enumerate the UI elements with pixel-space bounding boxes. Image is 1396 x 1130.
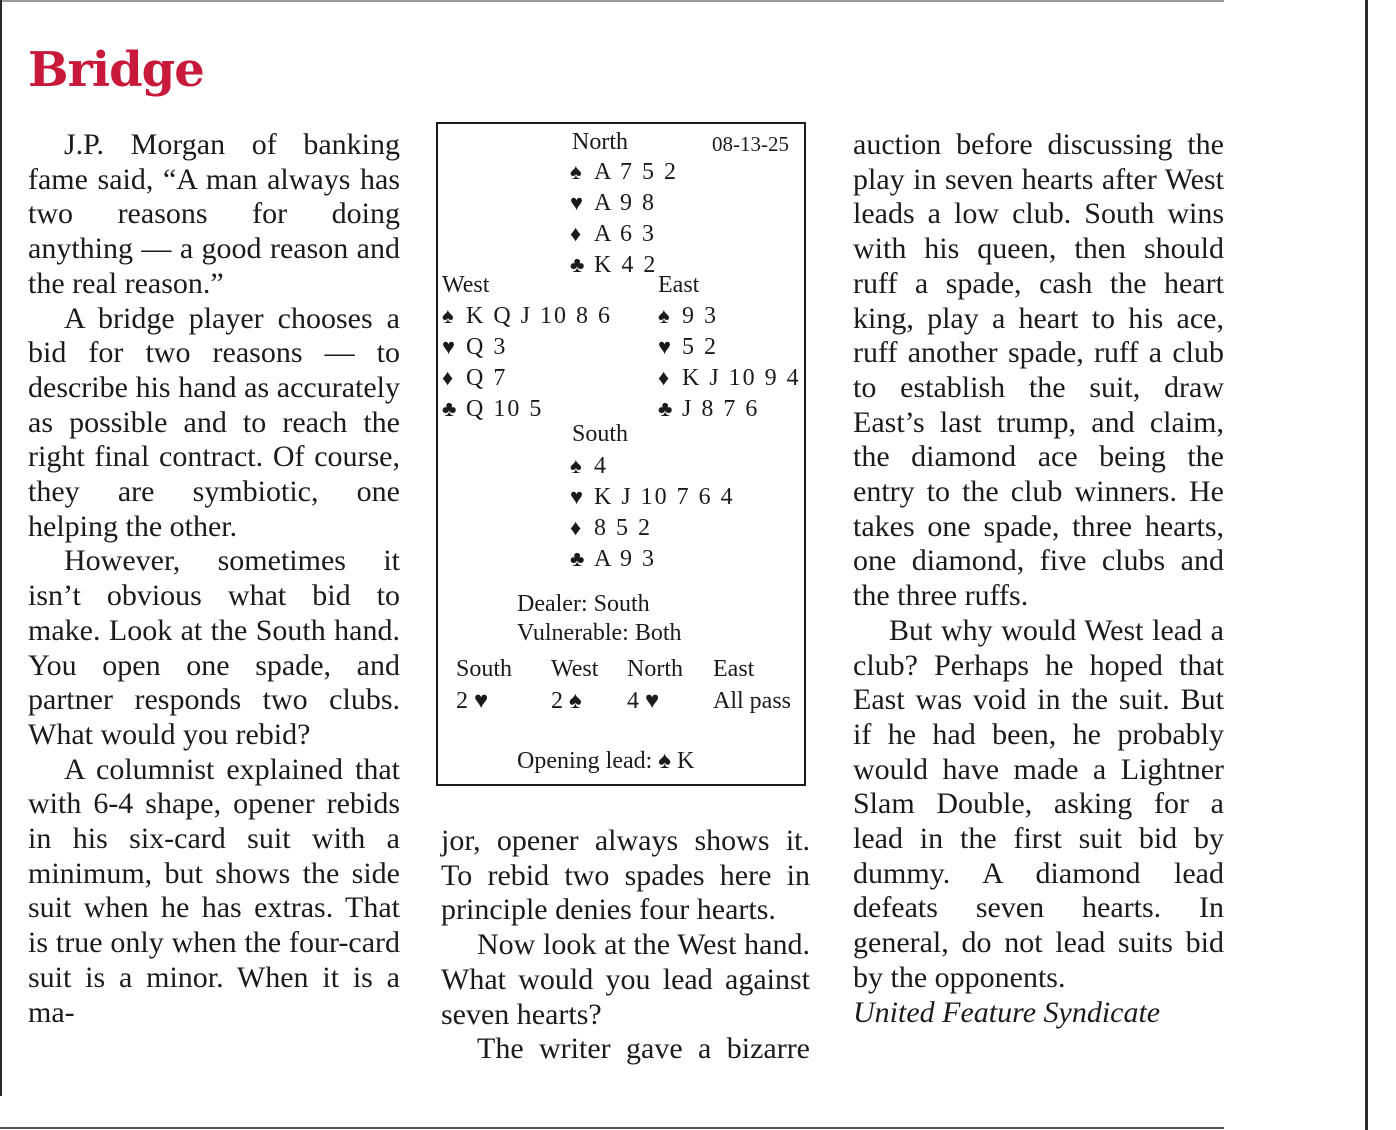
article-column-2 — [441, 824, 810, 1067]
east-clubs: ♣ J 8 7 6 — [658, 393, 801, 424]
auction-bid-west: 2 ♠ — [551, 688, 582, 714]
south-clubs: ♣ A 9 3 — [570, 543, 735, 574]
heart-icon: ♥ — [570, 484, 584, 509]
paragraph: Now look at the West hand. What would you lead against seven hearts? — [441, 928, 810, 1031]
east-label: East — [658, 272, 700, 298]
paragraph: jor, opener always shows it. To rebid two spades here in principle denies four hearts. — [441, 824, 810, 927]
club-icon: ♣ — [570, 252, 585, 277]
paragraph: A columnist explained that with 6-4 shape, opener rebids in his six-card suit with a minimum, but shows the side suit when he has extras. That is true only when the four-card suit is a minor. When it is a ma- — [28, 752, 400, 1029]
west-hand — [442, 300, 612, 424]
diamond-icon: ♦ — [570, 221, 582, 246]
club-icon: ♣ — [570, 546, 585, 571]
auction-header-north: North — [627, 656, 683, 682]
south-hearts: ♥ K J 10 7 6 4 — [570, 481, 735, 512]
west-clubs: ♣ Q 10 5 — [442, 393, 612, 424]
right-rule — [1365, 0, 1368, 1130]
auction-header-east: East — [713, 656, 755, 682]
east-hand — [658, 300, 801, 424]
club-icon: ♣ — [442, 396, 457, 421]
spade-icon: ♠ — [658, 303, 670, 328]
bottom-rule — [0, 1127, 1224, 1129]
syndicate-credit: United Feature Syndicate — [853, 995, 1161, 1029]
top-rule — [0, 0, 1224, 2]
west-diamonds: ♦ Q 7 — [442, 362, 612, 393]
auction-bid-north: 4 ♥ — [627, 688, 660, 714]
paragraph: J.P. Morgan of banking fame said, “A man always has two reasons for doing anything — a good reason and the real reason.” — [28, 128, 400, 300]
north-label: North — [572, 129, 628, 155]
left-rule — [0, 0, 2, 1096]
paragraph: However, sometimes it isn’t obvious what bid to make. Look at the South hand. You open one spade, and partner responds two clubs. What would you rebid? — [28, 544, 400, 751]
heart-icon: ♥ — [658, 334, 672, 359]
north-hearts: ♥ A 9 8 — [570, 187, 678, 218]
diagram-date: 08-13-25 — [712, 132, 789, 156]
diamond-icon: ♦ — [658, 365, 670, 390]
paragraph: auction before discussing the play in seven hearts after West leads a low club. South wins with his queen, then should ruff a spade, cash the heart king, play a heart to his ace, ruff another spade, ruff a club to establish the suit, draw East’s last trump, and claim, the diamond ace being the entry to the club winners. He takes one spade, three hearts, one diamond, five clubs and the three ruffs. — [853, 128, 1224, 613]
dealer-text: Dealer: South — [517, 591, 650, 617]
auction-header-south: South — [456, 656, 513, 682]
south-label: South — [572, 421, 629, 447]
diamond-icon: ♦ — [570, 515, 582, 540]
west-hearts: ♥ Q 3 — [442, 331, 612, 362]
north-spades: ♠ A 7 5 2 — [570, 156, 678, 187]
north-hand — [570, 156, 678, 280]
article-column-3 — [853, 128, 1224, 1030]
spade-icon: ♠ — [570, 453, 582, 478]
south-spades: ♠ 4 — [570, 450, 735, 481]
south-diamonds: ♦ 8 5 2 — [570, 512, 735, 543]
article-column-1 — [28, 128, 400, 1030]
north-diamonds: ♦ A 6 3 — [570, 218, 678, 249]
auction-bid-south: 2 ♥ — [456, 688, 489, 714]
north-clubs: ♣ K 4 2 — [570, 249, 678, 280]
spade-icon: ♠ — [442, 303, 454, 328]
south-hand — [570, 450, 735, 574]
club-icon: ♣ — [658, 396, 673, 421]
heart-icon: ♥ — [442, 334, 456, 359]
auction-header-west: West — [551, 656, 599, 682]
heart-icon: ♥ — [570, 190, 584, 215]
west-label: West — [442, 272, 490, 298]
paragraph: But why would West lead a club? Perhaps he hoped that East was void in the suit. But if he had been, he probably would have made a Lightner Slam Double, asking for a lead in the first suit bid by dummy. A diamond lead defeats seven hearts. In general, do not lead suits bid by the opponents. — [853, 613, 1224, 994]
west-spades: ♠ K Q J 10 8 6 — [442, 300, 612, 331]
paragraph: A bridge player chooses a bid for two reasons — to describe his hand as accurately as possible and to reach the right final contract. Of course, they are symbiotic, one helping the other. — [28, 301, 400, 543]
bridge-deal-diagram — [436, 122, 806, 786]
spade-icon: ♠ — [570, 159, 582, 184]
diamond-icon: ♦ — [442, 365, 454, 390]
auction-bid-east: All pass — [713, 688, 791, 714]
column-headline: Bridge — [28, 42, 204, 98]
east-hearts: ♥ 5 2 — [658, 331, 801, 362]
vulnerability-text: Vulnerable: Both — [517, 620, 682, 646]
paragraph: The writer gave a bizarre — [477, 1032, 810, 1066]
east-diamonds: ♦ K J 10 9 4 — [658, 362, 801, 393]
opening-lead-text: Opening lead: ♠ K — [517, 748, 695, 774]
east-spades: ♠ 9 3 — [658, 300, 801, 331]
